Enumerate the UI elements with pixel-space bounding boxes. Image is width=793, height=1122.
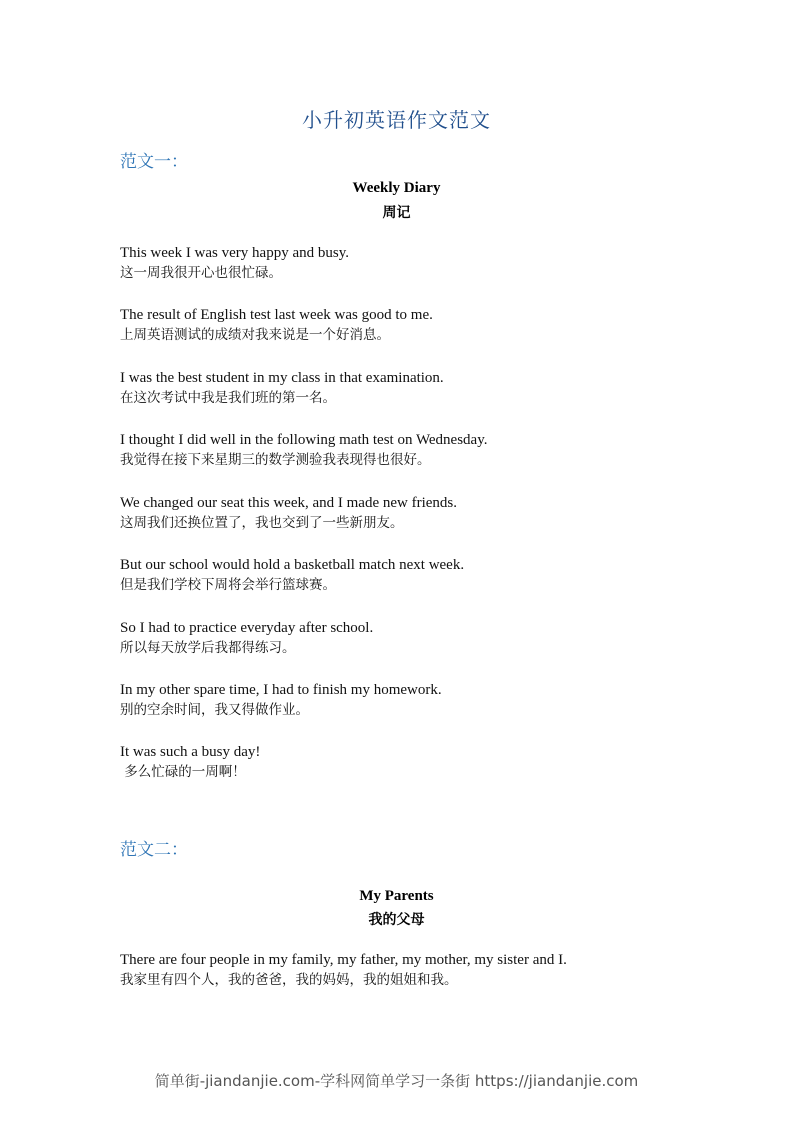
chinese-translation: 上周英语测试的成绩对我来说是一个好消息。	[120, 327, 390, 343]
page-title: 小升初英语作文范文	[302, 108, 491, 132]
essay1-line-5	[120, 555, 680, 595]
english-sentence: The result of English test last week was good to me.	[120, 307, 433, 323]
essay1-line-1	[120, 305, 680, 345]
chinese-translation: 这周我们还换位置了，我也交到了一些新朋友。	[120, 515, 404, 531]
essay1-line-3	[120, 430, 680, 470]
english-sentence: But our school would hold a basketball match next week.	[120, 557, 465, 573]
chinese-translation: 我觉得在接下来星期三的数学测验我表现得也很好。	[120, 452, 431, 468]
chinese-translation: 我家里有四个人，我的爸爸，我的妈妈，我的姐姐和我。	[120, 972, 458, 988]
english-sentence: I was the best student in my class in that examination.	[120, 370, 444, 386]
essay1-title: Weekly Diary	[352, 180, 441, 196]
essay1-subtitle: 周记	[382, 205, 411, 221]
essay1-line-7	[120, 680, 680, 720]
chinese-translation: 但是我们学校下周将会举行篮球赛。	[120, 577, 336, 593]
essay1-line-0	[120, 243, 680, 283]
english-sentence: There are four people in my family, my father, my mother, my sister and I.	[120, 952, 567, 968]
essay1-line-8	[120, 742, 680, 782]
essay1-heading: 范文一：	[120, 152, 188, 172]
essay1-line-2	[120, 368, 680, 408]
essay2-line-0	[120, 950, 680, 990]
essay2-subtitle: 我的父母	[368, 912, 425, 928]
english-sentence: We changed our seat this week, and I made new friends.	[120, 495, 458, 511]
essay1-line-4	[120, 493, 680, 533]
chinese-translation: 在这次考试中我是我们班的第一名。	[120, 390, 336, 406]
footer-watermark: 简单街-jiandanjie.com-学科网简单学习一条街 https://jiandanjie.com	[154, 1072, 639, 1090]
chinese-translation: 别的空余时间，我又得做作业。	[120, 702, 309, 718]
essay1-line-6	[120, 618, 680, 658]
essay2-title: My Parents	[359, 888, 434, 904]
english-sentence: This week I was very happy and busy.	[120, 245, 349, 261]
english-sentence: It was such a busy day!	[120, 744, 261, 760]
english-sentence: I thought I did well in the following math test on Wednesday.	[120, 432, 488, 448]
essay2-heading: 范文二：	[120, 840, 188, 860]
english-sentence: In my other spare time, I had to finish my homework.	[120, 682, 442, 698]
chinese-translation: 所以每天放学后我都得练习。	[120, 640, 296, 656]
chinese-translation: 多么忙碌的一周啊！	[120, 764, 246, 780]
english-sentence: So I had to practice everyday after school.	[120, 620, 374, 636]
chinese-translation: 这一周我很开心也很忙碌。	[120, 265, 282, 281]
